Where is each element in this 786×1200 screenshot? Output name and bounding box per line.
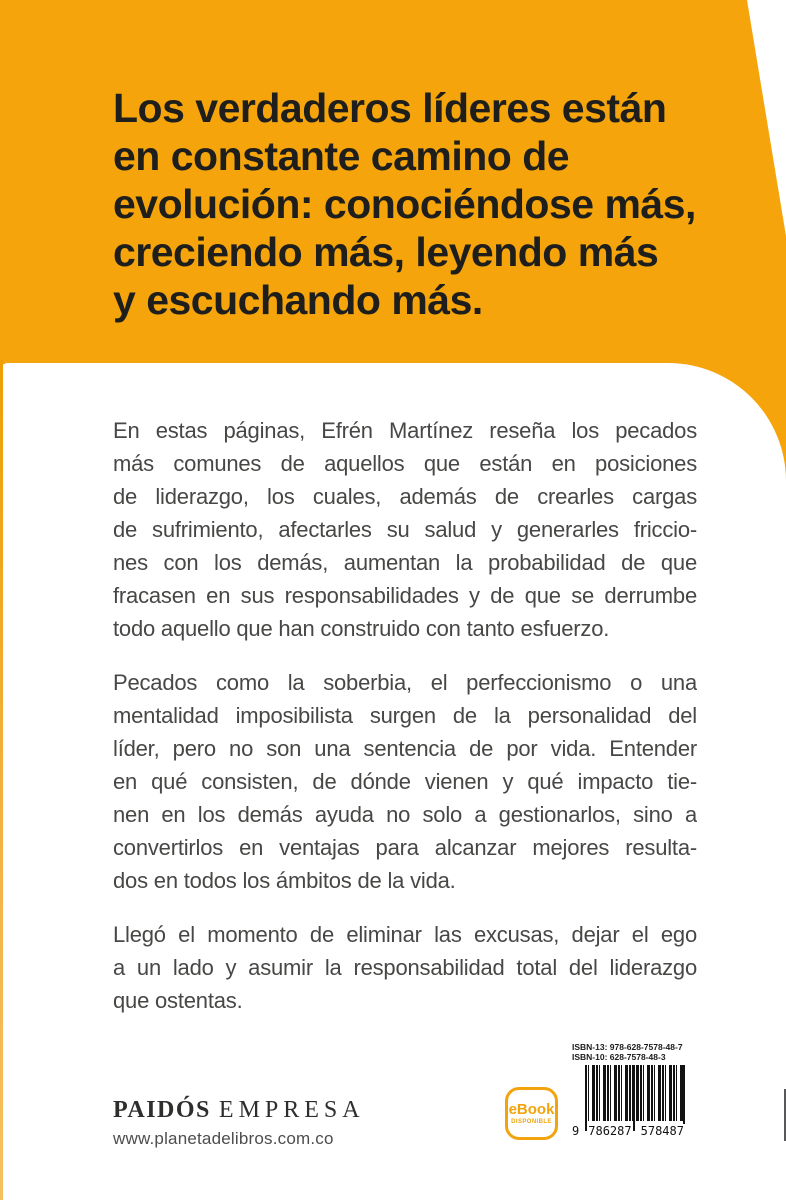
barcode-bars: [585, 1065, 685, 1121]
ean13-barcode: [572, 1065, 685, 1141]
headline: [113, 84, 753, 324]
headline-line: creciendo más, leyendo más: [113, 229, 659, 275]
body-line: Pecados como la soberbia, el perfeccionismo o una: [113, 670, 697, 695]
paragraph-1: [113, 414, 697, 645]
paragraph-2: [113, 666, 697, 897]
body-copy: [113, 414, 697, 1038]
body-line: convertirlos en ventajas para alcanzar mejores resulta-: [113, 835, 697, 860]
isbn10-label: ISBN-10: 628-7578-48-3: [572, 1051, 666, 1062]
publisher-logo: [113, 1097, 365, 1149]
barcode-digit-group: 786287: [588, 1124, 632, 1138]
ebook-badge-subtitle: DISPONIBLE: [511, 1118, 552, 1125]
ebook-available-badge: [505, 1087, 558, 1140]
body-line: en qué consisten, de dónde vienen y qué impacto tie-: [113, 769, 697, 794]
headline-line: Los verdaderos líderes están: [113, 85, 667, 131]
body-line: fracasen en sus responsabilidades y de que se derrumbe: [113, 583, 697, 608]
body-line: todo aquello que han construido con tanto esfuerzo.: [113, 616, 610, 641]
body-line: nen en los demás ayuda no solo a gestionarlos, sino a: [113, 802, 697, 827]
publisher-brand: PAIDÓS: [113, 1097, 211, 1123]
headline-line: evolución: conociéndose más,: [113, 181, 696, 227]
ebook-badge-title: eBook: [508, 1100, 555, 1118]
body-line: Llegó el momento de eliminar las excusas, dejar el ego: [113, 922, 697, 947]
body-line: que ostentas.: [113, 988, 243, 1013]
isbn-barcode-block: [572, 1043, 688, 1141]
barcode-digit-lead: 9: [572, 1124, 580, 1138]
paragraph-3: [113, 918, 697, 1017]
body-line: mentalidad imposibilista surgen de la personalidad del: [113, 703, 697, 728]
headline-line: en constante camino de: [113, 133, 570, 179]
body-line: En estas páginas, Efrén Martínez reseña los pecados: [113, 418, 697, 443]
body-line: nes con los demás, aumentan la probabilidad de que: [113, 550, 697, 575]
body-line: dos en todos los ámbitos de la vida.: [113, 868, 456, 893]
body-line: líder, pero no son una sentencia de por vida. Entender: [113, 736, 697, 761]
publisher-website: www.planetadelibros.com.co: [113, 1129, 334, 1148]
body-line: más comunes de aquellos que están en posiciones: [113, 451, 697, 476]
isbn13-label: ISBN-13: 978-628-7578-48-7: [572, 1042, 683, 1052]
page-curl-edge: [0, 360, 3, 1200]
publisher-imprint: EMPRESA: [218, 1097, 365, 1123]
barcode-digits: [571, 1120, 685, 1138]
publisher-brandline: [113, 1097, 365, 1124]
headline-line: y escuchando más.: [113, 277, 483, 323]
body-line: de liderazgo, los cuales, además de crearles cargas: [113, 484, 697, 509]
barcode-digit-group: 578487: [640, 1124, 684, 1138]
body-line: a un lado y asumir la responsabilidad total del liderazgo: [113, 955, 697, 980]
body-line: de sufrimiento, afectarles su salud y generarles friccio-: [113, 517, 697, 542]
